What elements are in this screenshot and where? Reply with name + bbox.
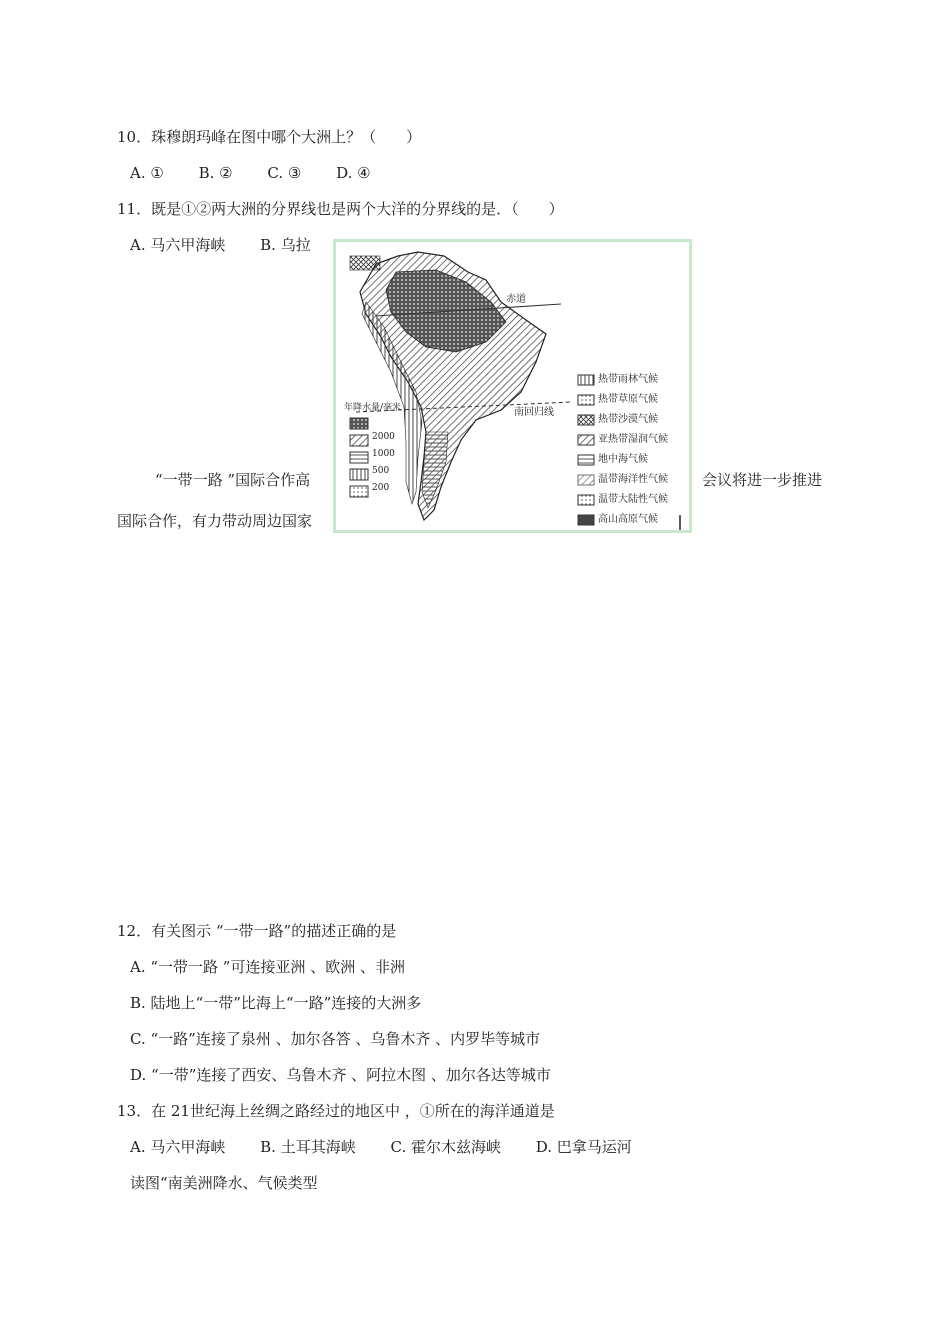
- legend-highland: 高山高原气候: [598, 514, 658, 525]
- q12-option-a: A. “一带一路 ”可连接亚洲 、欧洲 、非洲: [130, 958, 406, 976]
- q13-option-c: C. 霍尔木兹海峡: [390, 1138, 501, 1156]
- precip-level-2000: 2000: [372, 432, 395, 442]
- precip-level-1000: 1000: [372, 449, 395, 459]
- passage-line1-left: “一带一路 ”国际合作高: [155, 471, 311, 489]
- q10-option-d: D. ④: [336, 164, 371, 182]
- q12-option-b: B. 陆地上“一带”比海上“一路”连接的大洲多: [130, 994, 422, 1012]
- passage-line1-right: 会议将进一步推进: [702, 471, 823, 489]
- legend-tropical-desert: 热带沙漠气候: [598, 414, 658, 425]
- legend-mediterranean: 地中海气候: [598, 454, 648, 465]
- q10-option-b: B. ②: [198, 164, 233, 182]
- reading-prompt: 读图“南美洲降水、气候类型: [130, 1174, 318, 1192]
- q13-option-b: B. 土耳其海峡: [260, 1138, 356, 1156]
- q10-options: [130, 163, 371, 183]
- q11-stem: 11．既是①②两大洲的分界线也是两个大洋的分界线的是．（ ）: [117, 200, 564, 218]
- equator-label: 赤道: [506, 294, 526, 305]
- south-america-climate-map: [333, 239, 692, 533]
- caribbean-block: [350, 256, 380, 270]
- q11-option-b: B. 乌拉: [260, 236, 311, 254]
- legend-subtropical-humid: 亚热带湿润气候: [598, 434, 668, 445]
- q12-option-d: D. “一带”连接了西安、乌鲁木齐 、阿拉木图 、加尔各达等城市: [130, 1066, 551, 1084]
- q11-option-a: A. 马六甲海峡: [130, 236, 226, 254]
- precip-level-500: 500: [372, 466, 390, 476]
- q10-option-a: A. ①: [130, 164, 164, 182]
- precip-title: 年降水量/毫米: [344, 403, 402, 413]
- q13-options: [130, 1137, 632, 1157]
- q12-option-c: C. “一路”连接了泉州 、加尔各答 、乌鲁木齐 、内罗毕等城市: [130, 1030, 541, 1048]
- q13-stem: 13．在 21世纪海上丝绸之路经过的地区中 ，①所在的海洋通道是: [117, 1102, 555, 1120]
- q13-option-d: D. 巴拿马运河: [535, 1138, 632, 1156]
- legend-tropical-savanna: 热带草原气候: [598, 394, 658, 405]
- q13-option-a: A. 马六甲海峡: [130, 1138, 226, 1156]
- legend-temperate-continental: 温带大陆性气候: [598, 494, 668, 505]
- q10-option-c: C. ③: [267, 164, 302, 182]
- legend-temperate-oceanic: 温带海洋性气候: [598, 474, 668, 485]
- tropic-label: 南回归线: [514, 407, 554, 418]
- passage-line2-left: 国际合作，有力带动周边国家: [117, 512, 313, 530]
- q10-stem: 10．珠穆朗玛峰在图中哪个大洲上？（ ）: [117, 128, 422, 146]
- q11-options: [130, 235, 311, 255]
- legend-tropical-rainforest: 热带雨林气候: [598, 374, 658, 385]
- q12-stem: 12．有关图示 “一带一路”的描述正确的是: [117, 922, 397, 940]
- precip-level-200: 200: [372, 483, 390, 493]
